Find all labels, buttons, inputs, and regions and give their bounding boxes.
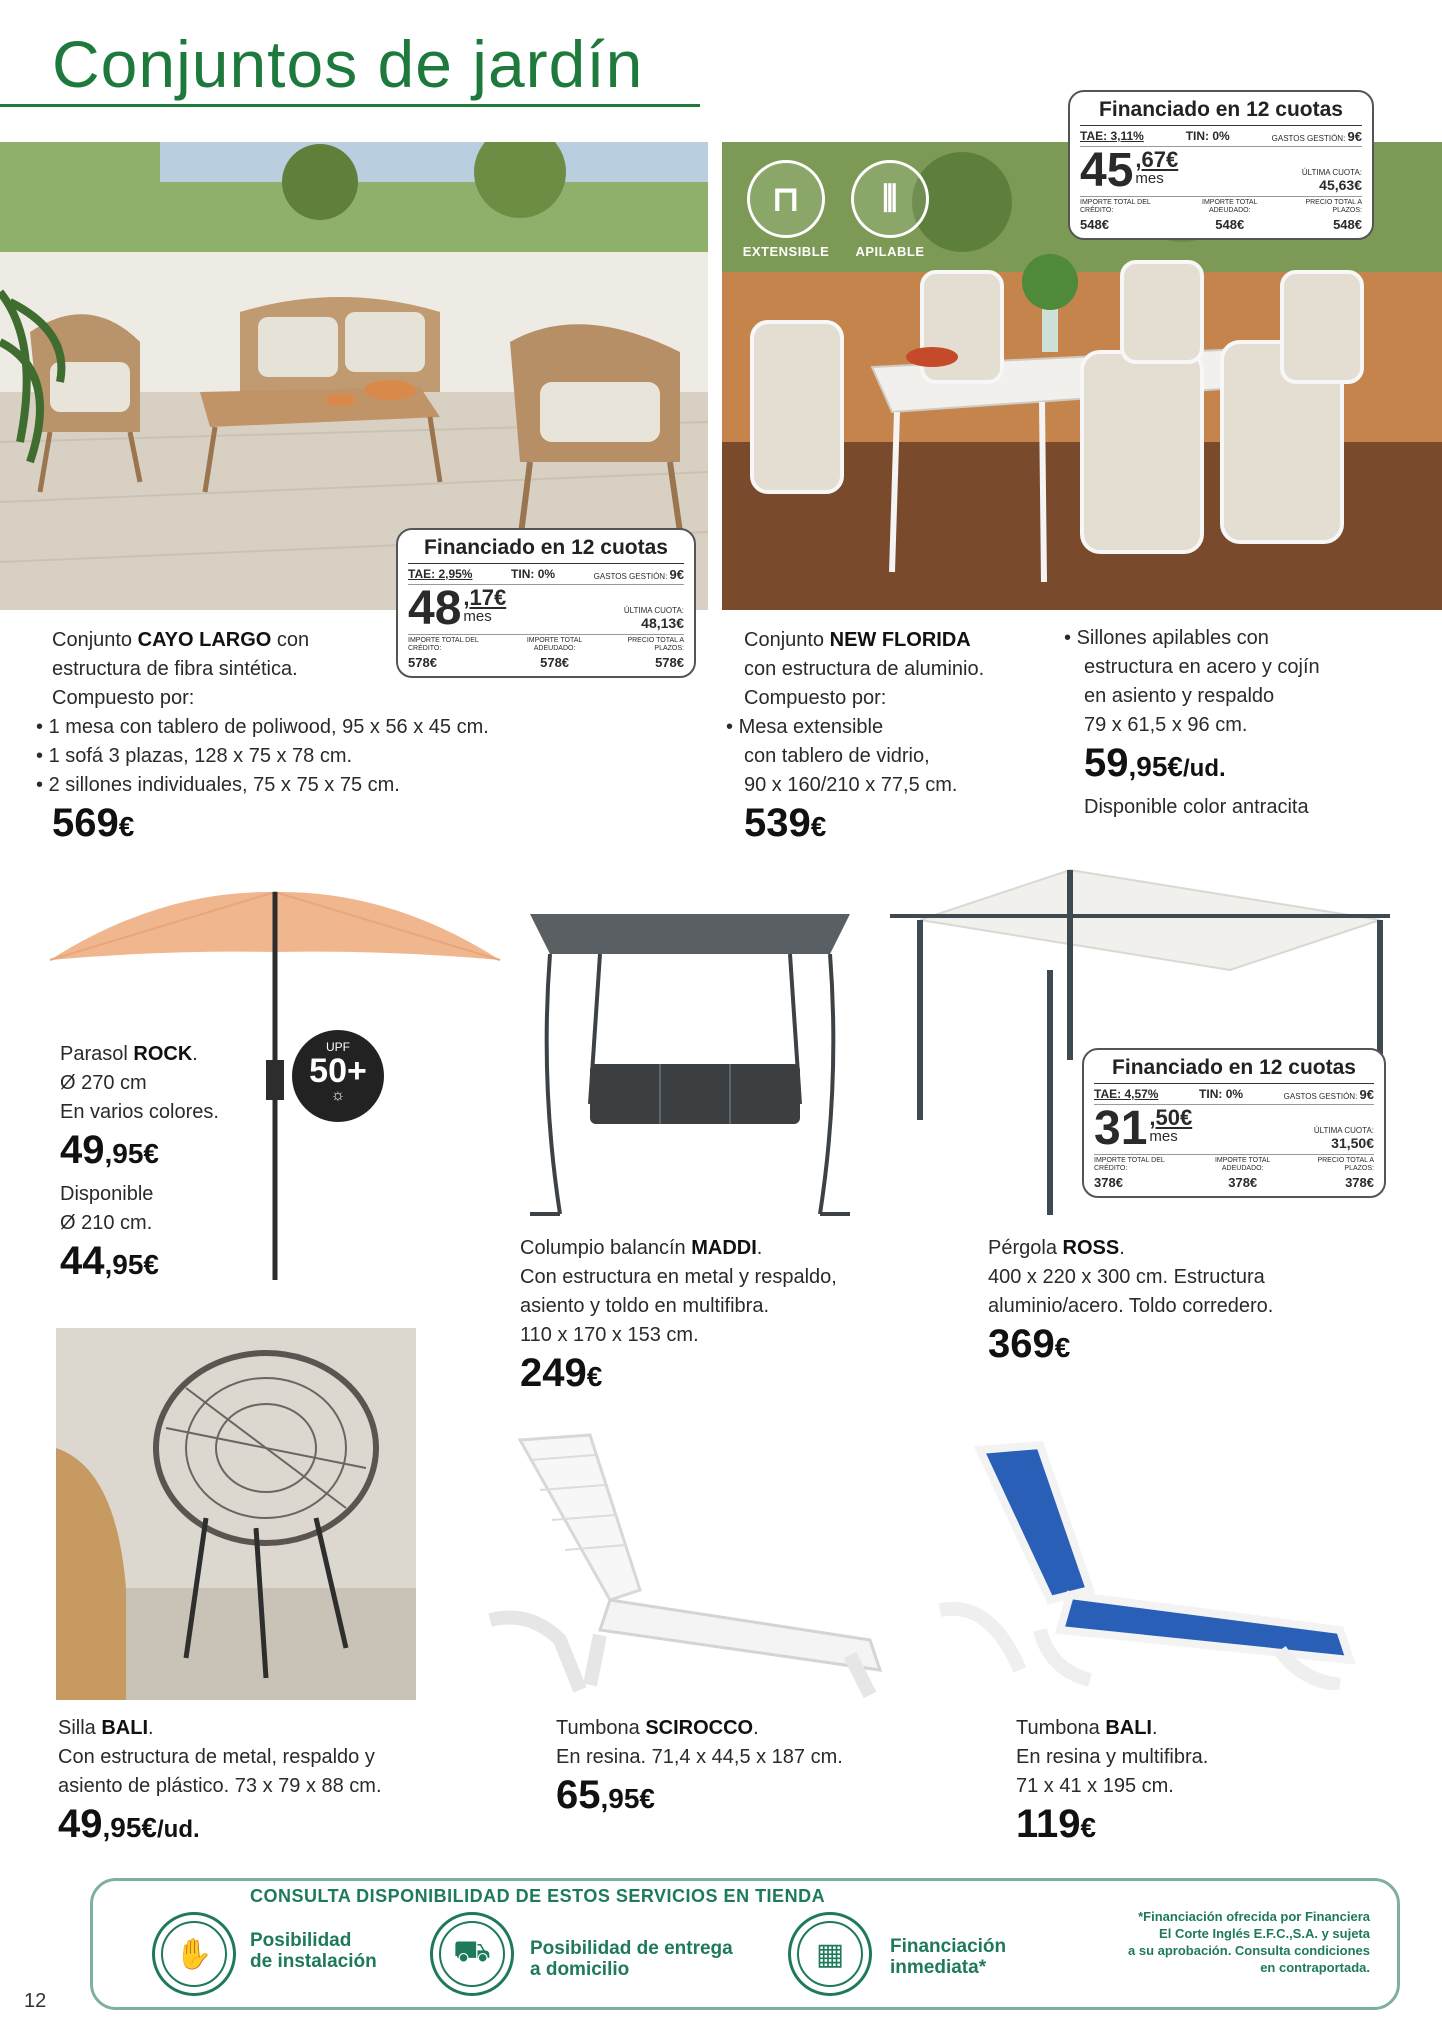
financing-label-2: inmediata* — [890, 1957, 987, 1978]
price-unit: € — [1054, 1332, 1071, 1363]
financing-gastos-value: 9€ — [669, 567, 684, 582]
delivery-service — [430, 1912, 514, 1996]
product-intro: Pérgola — [988, 1237, 1057, 1259]
product-desc: con — [276, 629, 310, 651]
price-int: 49 — [58, 1802, 103, 1846]
feature-apilable — [840, 160, 940, 259]
wrench-hand-icon: ✋ — [161, 1921, 227, 1987]
product-intro: Silla — [58, 1717, 96, 1739]
price-dec: ,95€ — [104, 1138, 159, 1169]
list-item: 90 x 160/210 x 77,5 cm. — [744, 774, 958, 796]
product-intro: Columpio balancín — [520, 1237, 686, 1259]
financing-plazos-label: PRECIO TOTAL A PLAZOS: — [627, 637, 684, 652]
price-int: 569 — [52, 801, 119, 845]
product-intro: Parasol — [60, 1043, 128, 1065]
swing-illustration — [520, 904, 860, 1224]
financing-monthly-dec: ,67€ — [1135, 147, 1179, 172]
delivery-label-2: a domicilio — [530, 1959, 630, 1980]
price-int: 249 — [520, 1351, 587, 1395]
product-suffix: . — [192, 1043, 198, 1065]
feature-extensible-label: EXTENSIBLE — [742, 244, 830, 259]
financing-gastos-label: GASTOS GESTIÓN: — [1283, 1092, 1358, 1101]
financing-importe-label: IMPORTE TOTAL DEL CRÉDITO: — [408, 637, 479, 652]
footnote-line: en contraportada. — [1260, 1960, 1370, 1975]
financing-importe-value: 378€ — [1094, 1175, 1123, 1190]
extensible-table-icon: ⊓ — [747, 160, 825, 238]
price-dec: ,95€ — [1128, 751, 1183, 782]
product-desc: aluminio/acero. Toldo corredero. — [988, 1295, 1274, 1317]
footnote-line: *Financiación ofrecida por Financiera — [1138, 1909, 1370, 1924]
rock-description — [60, 1040, 300, 1291]
title-rule — [0, 104, 700, 107]
ross-description — [988, 1234, 1408, 1374]
financing-importe-value: 578€ — [408, 655, 437, 670]
product-note: Disponible color antracita — [1084, 796, 1309, 818]
maddi-price — [520, 1350, 920, 1403]
financing-importe-label: IMPORTE TOTAL DEL CRÉDITO: — [1094, 1157, 1165, 1172]
financing-plazos-value: 578€ — [655, 655, 684, 670]
product-desc: asiento de plástico. 73 x 79 x 88 cm. — [58, 1775, 382, 1797]
product-desc: con estructura de aluminio. — [744, 658, 985, 680]
product-name: MADDI — [691, 1237, 757, 1259]
financing-label — [890, 1936, 1006, 1978]
installation-label — [250, 1930, 377, 1972]
ross-financing-box — [1082, 1048, 1386, 1198]
feature-apilable-label: APILABLE — [855, 244, 925, 259]
list-item: • 1 mesa con tablero de poliwood, 95 x 56 x 45 cm. — [36, 713, 676, 742]
product-desc: estructura en acero y cojín — [1084, 656, 1320, 678]
list-item: con tablero de vidrio, — [744, 745, 930, 767]
financing-gastos-label: GASTOS GESTIÓN: — [1271, 134, 1346, 143]
financing-last-value: 48,13€ — [641, 615, 684, 631]
bali-lounger-price — [1016, 1801, 1316, 1854]
product-desc: 71 x 41 x 195 cm. — [1016, 1775, 1174, 1797]
financing-last-value: 31,50€ — [1331, 1135, 1374, 1151]
maddi-description — [520, 1234, 920, 1403]
sun-icon: ☼ — [330, 1087, 346, 1104]
list-item: • 1 sofá 3 plazas, 128 x 75 x 78 cm. — [36, 742, 676, 771]
price-unit: € — [1080, 1812, 1097, 1843]
product-desc: 400 x 220 x 300 cm. Estructura — [988, 1266, 1265, 1288]
product-name: BALI — [1105, 1717, 1152, 1739]
upf-badge — [292, 1030, 384, 1122]
installation-label-2: de instalación — [250, 1951, 377, 1972]
footnote-line: a su aprobación. Consulta condiciones — [1128, 1943, 1370, 1958]
product-intro: Conjunto — [52, 629, 133, 651]
calculator-icon: ▦ — [797, 1921, 863, 1987]
product-desc: 79 x 61,5 x 96 cm. — [1084, 714, 1248, 736]
financing-tin: TIN: 0% — [1185, 129, 1230, 143]
services-title: CONSULTA DISPONIBILIDAD DE ESTOS SERVICIOS EN TIENDA — [250, 1886, 826, 1906]
installation-service — [152, 1912, 236, 1996]
financing-last-label: ÚLTIMA CUOTA: — [623, 606, 684, 615]
product-desc: En resina y multifibra. — [1016, 1746, 1209, 1768]
delivery-label-1: Posibilidad de entrega — [530, 1938, 733, 1959]
upf-label: UPF — [326, 1040, 350, 1054]
product-desc: Ø 210 cm. — [60, 1212, 153, 1234]
cayo-largo-description — [36, 626, 676, 853]
financing-title: Financiado en 12 cuotas — [1080, 98, 1362, 126]
financing-adeudado-label: IMPORTE TOTAL ADEUDADO: — [526, 637, 583, 652]
financing-last-label: ÚLTIMA CUOTA: — [1313, 1126, 1374, 1135]
product-name: ROCK — [133, 1043, 193, 1065]
bali-chair-description — [58, 1714, 478, 1854]
upf-value: 50+ — [309, 1052, 367, 1090]
financing-adeudado-label: IMPORTE TOTAL ADEUDADO: — [1202, 199, 1258, 214]
product-desc: Compuesto por: — [52, 687, 195, 709]
scirocco-description — [556, 1714, 916, 1825]
product-suffix: . — [148, 1717, 154, 1739]
price-unit: € — [810, 811, 827, 842]
product-desc: Con estructura en metal y respaldo, — [520, 1266, 837, 1288]
financing-monthly-int: 48 — [408, 582, 462, 635]
product-name: BALI — [101, 1717, 149, 1739]
delivery-label — [530, 1938, 733, 1980]
list-item: • Sillones apilables con — [1064, 624, 1424, 653]
bali-chair-price — [58, 1801, 478, 1854]
financing-plazos-value: 548€ — [1333, 217, 1362, 232]
product-suffix: . — [756, 1237, 763, 1259]
financing-gastos-value: 9€ — [1359, 1087, 1374, 1102]
financing-monthly-label: mes — [1135, 170, 1164, 187]
financing-service — [788, 1912, 872, 1996]
product-name: ROSS — [1062, 1237, 1120, 1259]
financing-footnote — [1060, 1908, 1370, 1976]
product-desc: Compuesto por: — [744, 687, 887, 709]
product-desc: En varios colores. — [60, 1101, 219, 1123]
financing-importe-label: IMPORTE TOTAL DEL CRÉDITO: — [1080, 199, 1151, 214]
product-desc: 110 x 170 x 153 cm. — [520, 1324, 699, 1346]
product-name: NEW FLORIDA — [829, 629, 971, 651]
financing-tae: TAE: 4,57% — [1094, 1087, 1159, 1101]
stackable-chairs-icon: ⫴ — [851, 160, 929, 238]
product-desc: Ø 270 cm — [60, 1072, 147, 1094]
new-florida-financing-box — [1068, 90, 1374, 240]
product-intro: Conjunto — [744, 629, 825, 651]
installation-label-1: Posibilidad — [250, 1930, 352, 1951]
price-unit: € — [586, 1361, 603, 1392]
bali-chair-photo — [56, 1328, 416, 1700]
price-dec: ,95€ — [102, 1812, 157, 1843]
new-florida-description — [726, 626, 1056, 853]
financing-tae: TAE: 3,11% — [1080, 129, 1144, 143]
product-intro: Tumbona — [556, 1717, 640, 1739]
chairs-price — [1064, 740, 1424, 793]
product-desc: asiento y toldo en multifibra. — [520, 1295, 770, 1317]
price-int: 119 — [1016, 1802, 1081, 1846]
financing-gastos-value: 9€ — [1347, 129, 1362, 144]
price-unit: /ud. — [157, 1816, 200, 1843]
financing-monthly-label: mes — [1149, 1128, 1178, 1145]
page-title: Conjuntos de jardín — [52, 27, 644, 101]
financing-plazos-label: PRECIO TOTAL A PLAZOS: — [1305, 199, 1362, 214]
financing-monthly-int: 31 — [1094, 1102, 1148, 1155]
scirocco-lounger-illustration — [470, 1430, 900, 1700]
financing-plazos-label: PRECIO TOTAL A PLAZOS: — [1317, 1157, 1374, 1172]
product-desc: En resina. 71,4 x 44,5 x 187 cm. — [556, 1746, 843, 1768]
financing-tin: TIN: 0% — [1199, 1087, 1244, 1101]
financing-monthly-label: mes — [463, 608, 492, 625]
scirocco-price — [556, 1772, 916, 1825]
financing-last-value: 45,63€ — [1319, 177, 1362, 193]
footnote-line: El Corte Inglés E.F.C.,S.A. y sujeta — [1159, 1926, 1370, 1941]
product-desc: en asiento y respaldo — [1084, 685, 1275, 707]
truck-icon: ⛟ — [439, 1921, 505, 1987]
list-item: • 2 sillones individuales, 75 x 75 x 75 cm. — [36, 771, 676, 800]
financing-last-label: ÚLTIMA CUOTA: — [1301, 168, 1362, 177]
price-int: 49 — [60, 1128, 105, 1172]
financing-monthly-dec: ,17€ — [463, 585, 507, 610]
new-florida-chairs-description — [1064, 624, 1424, 822]
price-int: 369 — [988, 1322, 1055, 1366]
financing-title: Financiado en 12 cuotas — [408, 536, 684, 564]
ross-price — [988, 1321, 1408, 1374]
financing-title: Financiado en 12 cuotas — [1094, 1056, 1374, 1084]
financing-monthly-int: 45 — [1080, 144, 1134, 197]
product-suffix: . — [1151, 1717, 1158, 1739]
product-desc: Disponible — [60, 1183, 154, 1205]
product-desc: Con estructura de metal, respaldo y — [58, 1746, 375, 1768]
rock-price — [60, 1127, 300, 1180]
feature-extensible — [736, 160, 836, 259]
price-dec: ,95€ — [104, 1249, 159, 1280]
financing-importe-value: 548€ — [1080, 217, 1109, 232]
financing-adeudado-value: 378€ — [1228, 1175, 1258, 1190]
new-florida-price — [726, 800, 1056, 853]
financing-adeudado-value: 578€ — [540, 655, 570, 670]
financing-gastos-label: GASTOS GESTIÓN: — [593, 572, 668, 581]
financing-adeudado-label: IMPORTE TOTAL ADEUDADO: — [1214, 1157, 1271, 1172]
cayo-largo-price — [36, 800, 676, 853]
financing-monthly-dec: ,50€ — [1149, 1105, 1193, 1130]
price-unit: € — [118, 811, 135, 842]
product-name: CAYO LARGO — [137, 629, 272, 651]
bali-chair-illustration — [56, 1328, 416, 1700]
product-suffix: . — [753, 1717, 759, 1739]
rock-price-2 — [60, 1238, 300, 1291]
financing-plazos-value: 378€ — [1345, 1175, 1374, 1190]
financing-adeudado-value: 548€ — [1215, 217, 1245, 232]
list-item: • Mesa extensible — [726, 713, 1056, 742]
price-int: 59 — [1084, 741, 1129, 785]
financing-label-1: Financiación — [890, 1936, 1007, 1957]
product-suffix: . — [1119, 1237, 1125, 1259]
price-dec: ,95€ — [600, 1783, 655, 1814]
price-int: 65 — [556, 1773, 601, 1817]
bali-lounger-description — [1016, 1714, 1316, 1854]
product-name: SCIROCCO — [645, 1717, 754, 1739]
product-desc: estructura de fibra sintética. — [52, 658, 298, 680]
price-unit: /ud. — [1183, 755, 1226, 782]
page-number: 12 — [24, 1990, 47, 2012]
product-intro: Tumbona — [1016, 1717, 1100, 1739]
bali-lounger-illustration — [920, 1430, 1390, 1690]
financing-tin: TIN: 0% — [511, 567, 556, 581]
financing-tae: TAE: 2,95% — [408, 567, 473, 581]
price-int: 539 — [744, 801, 811, 845]
price-int: 44 — [60, 1239, 105, 1283]
